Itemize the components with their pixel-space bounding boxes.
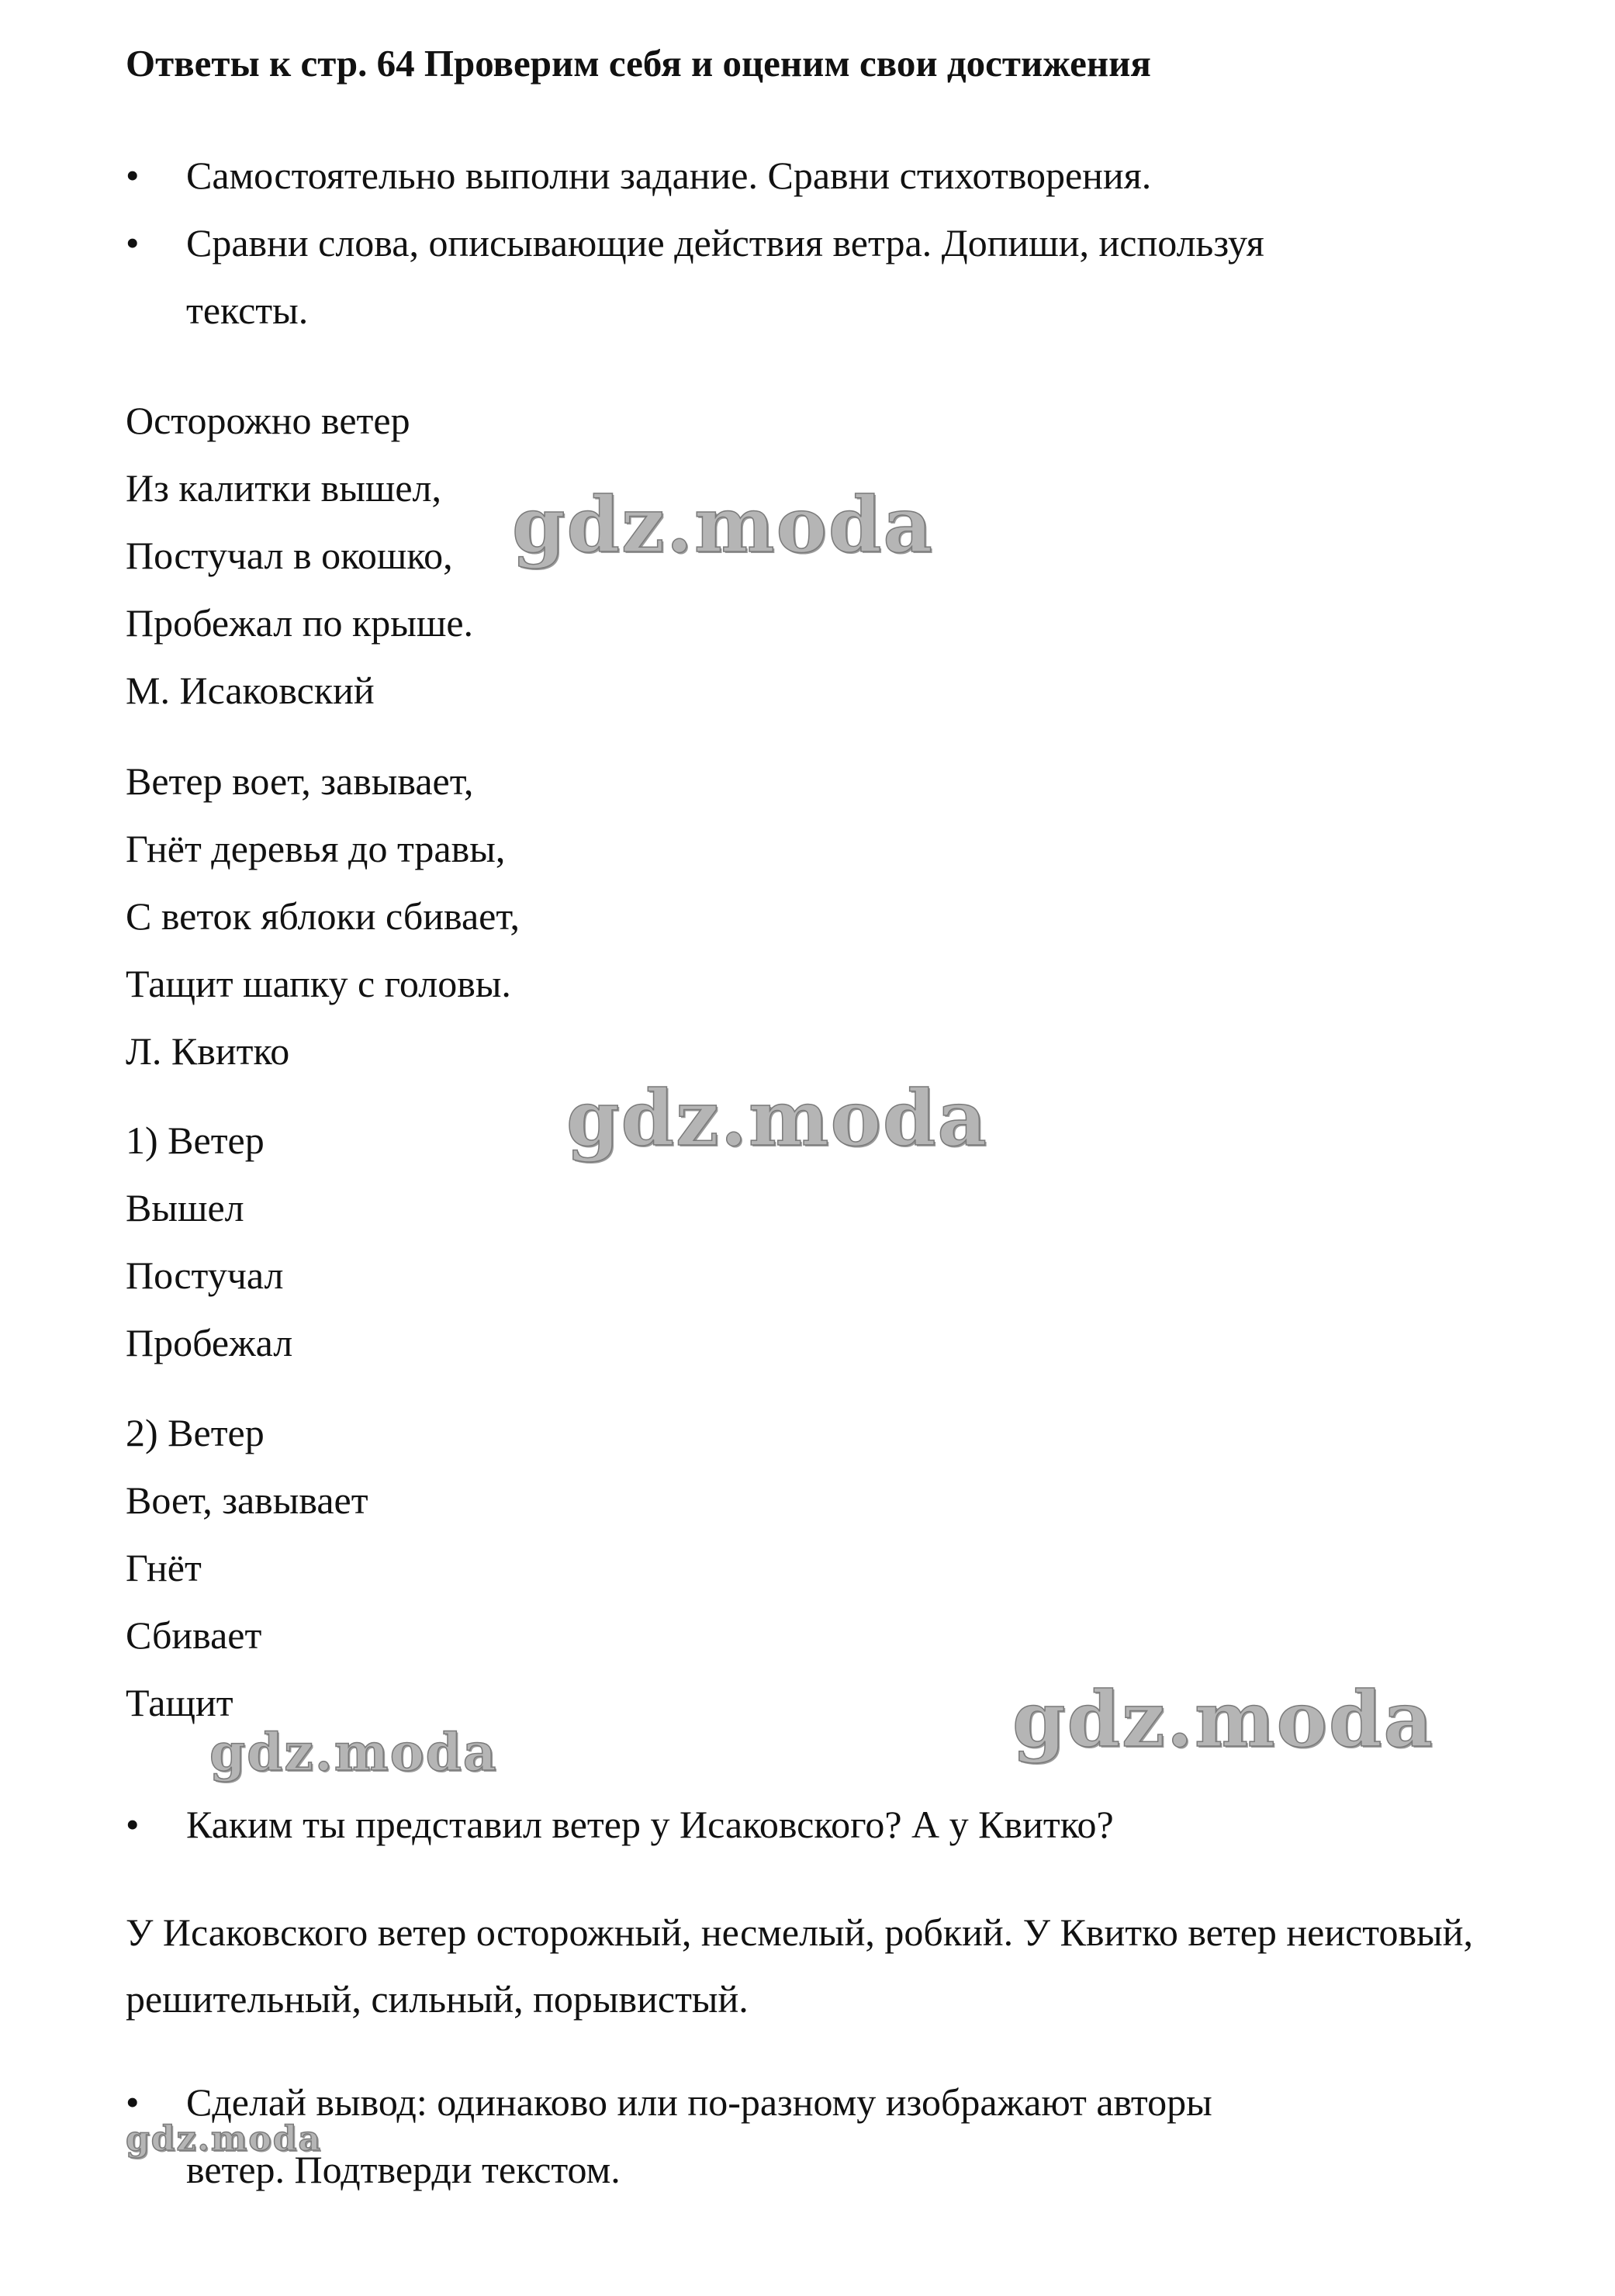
poem2-author: Л. Квитко	[126, 1029, 290, 1073]
answer2-item: Тащит	[126, 1681, 233, 1724]
poem1-author: М. Исаковский	[126, 669, 375, 712]
bullet-icon: •	[126, 154, 140, 197]
task-2-continued: тексты.	[186, 289, 309, 332]
answer1-heading: 1) Ветер	[126, 1119, 265, 1162]
poem2-line: Гнёт деревья до травы,	[126, 827, 506, 870]
question-4-line2: ветер. Подтверди текстом.	[186, 2148, 621, 2191]
poem1-line: Осторожно ветер	[126, 399, 410, 442]
poem1-line: Постучал в окошко,	[126, 534, 453, 577]
question-3: Каким ты представил ветер у Исаковского? А у Квитко?	[186, 1803, 1114, 1846]
watermark-logo: gdz.moda	[209, 1722, 498, 1783]
answer2-item: Воет, завывает	[126, 1478, 368, 1522]
answer1-item: Постучал	[126, 1253, 284, 1297]
answer2-item: Гнёт	[126, 1546, 202, 1589]
poem1-line: Пробежал по крыше.	[126, 601, 474, 645]
watermark-logo: gdz.moda	[512, 481, 934, 570]
answer1-item: Пробежал	[126, 1321, 293, 1364]
poem2-line: Тащит шапку с головы.	[126, 962, 511, 1005]
watermark-logo: gdz.moda	[126, 2119, 323, 2159]
answer1-item: Вышел	[126, 1186, 244, 1229]
answer-3: У Исаковского ветер осторожный, несмелый, робкий. У Квитко ветер неистовый, решительный, сильный, порывистый.	[126, 1910, 1473, 2021]
task-1: Самостоятельно выполни задание. Сравни стихотворения.	[186, 154, 1152, 197]
poem1-line: Из калитки вышел,	[126, 466, 441, 510]
bullet-icon: •	[126, 1803, 140, 1846]
bullet-icon: •	[126, 221, 140, 265]
page-title: Ответы к стр. 64 Проверим себя и оценим свои достижения	[126, 42, 1151, 85]
bullet-icon: •	[126, 2080, 140, 2124]
task-2: Сравни слова, описывающие действия ветра. Допиши, используя	[186, 221, 1264, 265]
watermark-logo: gdz.moda	[566, 1074, 988, 1164]
answer2-heading: 2) Ветер	[126, 1411, 265, 1454]
poem2-line: С веток яблоки сбивает,	[126, 894, 520, 938]
watermark-logo: gdz.moda	[1012, 1675, 1434, 1765]
question-4-line1: Сделай вывод: одинаково или по-разному изображают авторы	[186, 2080, 1212, 2124]
answer2-item: Сбивает	[126, 1613, 262, 1657]
poem2-line: Ветер воет, завывает,	[126, 759, 474, 803]
